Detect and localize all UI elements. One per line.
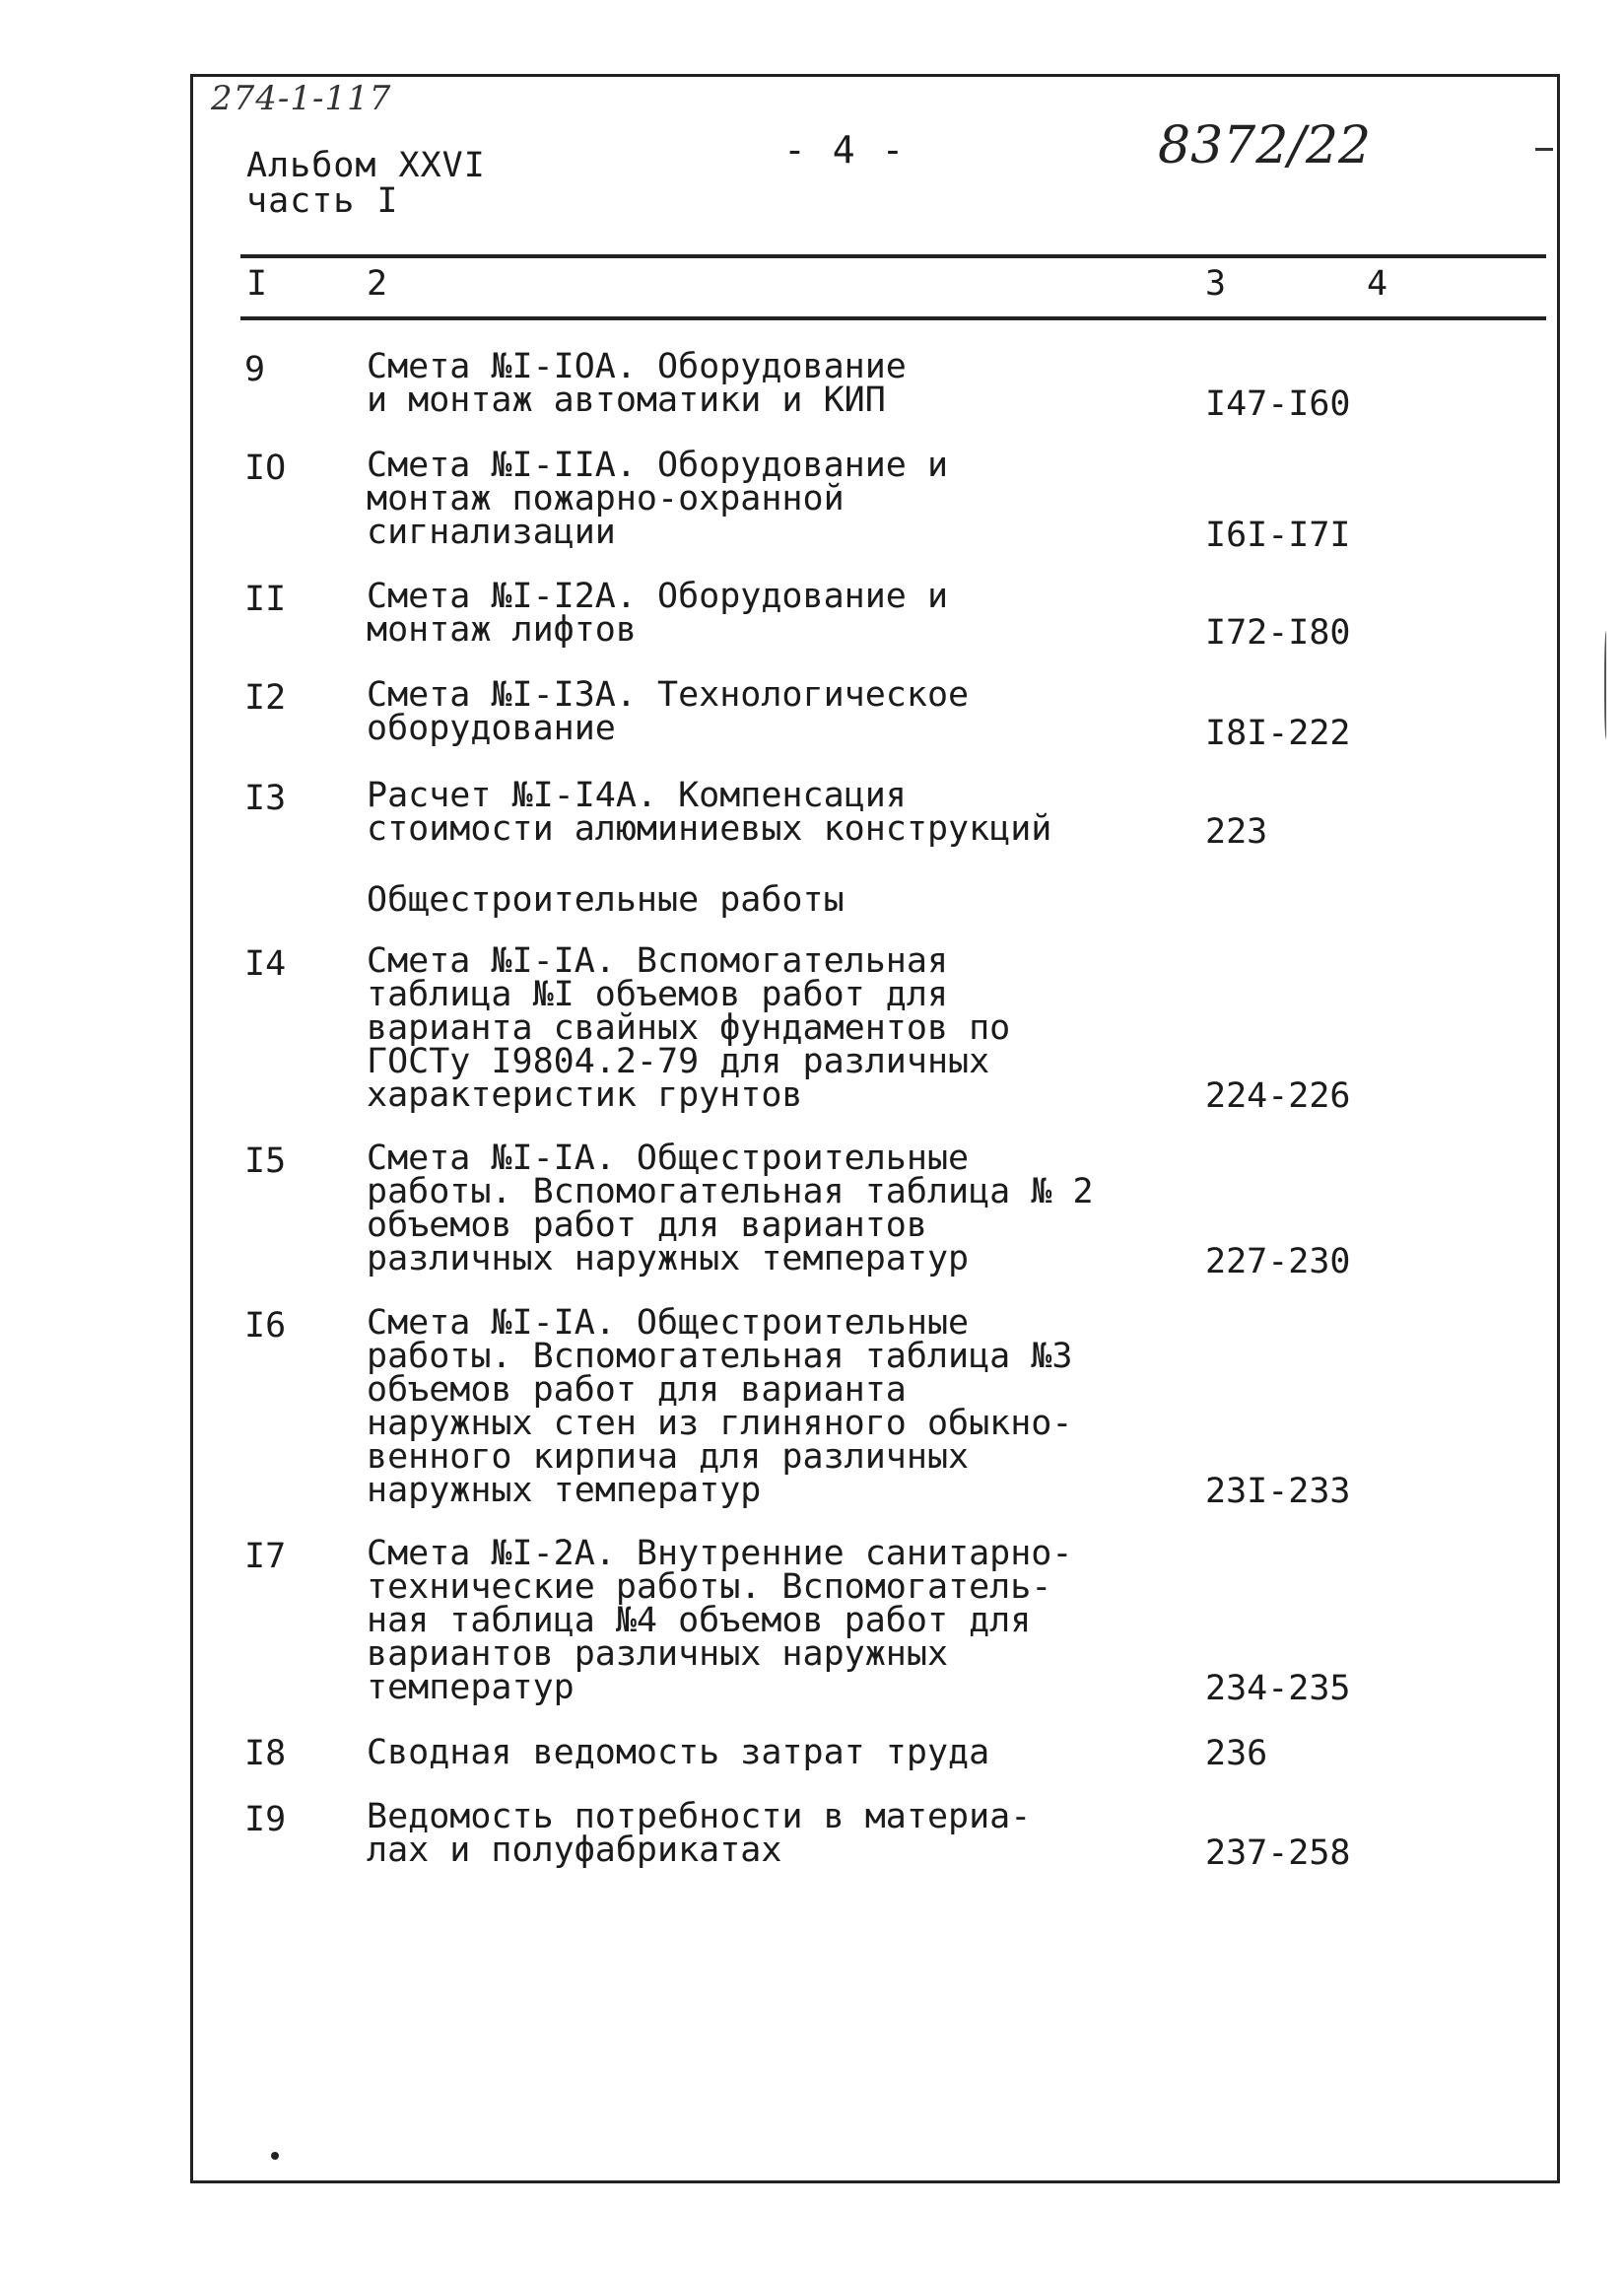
row-pages: 23I-233: [1205, 1472, 1351, 1511]
scan-dot: [271, 2152, 279, 2160]
row-description: Смета №I-2A. Внутренние санитарно- технические работы. Вспомогатель- ная таблица №4 объемов работ для вариантов различных наружных температур: [367, 1534, 1073, 1707]
row-description: Смета №I-I3A. Технологическое оборудование: [367, 675, 970, 748]
row-description: Смета №I-IA. Общестроительные работы. Вспомогательная таблица №3 объемов работ для варианта наружных стен из глиняного обыкно- венного кирпича для различных наружных температур: [367, 1303, 1073, 1510]
row-description: Смета №I-I2A. Оборудование и монтаж лифтов: [367, 577, 949, 650]
row-number: I8: [244, 1734, 287, 1773]
row-description: Смета №I-IA. Общестроительные работы. Вспомогательная таблица № 2 объемов работ для вариантов различных наружных температур: [367, 1139, 1094, 1278]
handwritten-code: 274-1-117: [211, 79, 392, 118]
row-number: I2: [244, 678, 287, 718]
header-bottom-rule: [240, 316, 1546, 320]
margin-dash: [1535, 148, 1553, 151]
row-description: Расчет №I-I4A. Компенсация стоимости алюминиевых конструкций: [367, 776, 1052, 849]
row-pages: I47-I60: [1205, 384, 1351, 424]
header-top-rule: [240, 254, 1546, 258]
col-header-4: 4: [1367, 264, 1388, 304]
row-pages: 224-226: [1205, 1076, 1351, 1116]
row-pages: I72-I80: [1205, 613, 1351, 653]
row-number: I3: [244, 779, 287, 818]
row-pages: 236: [1205, 1734, 1268, 1773]
row-number: I9: [244, 1800, 287, 1839]
scan-mark: [1604, 631, 1609, 739]
section-title: Общестроительные работы: [367, 880, 845, 920]
row-number: II: [244, 580, 287, 619]
page-number: - 4 -: [783, 128, 907, 172]
col-header-1: I: [246, 264, 268, 304]
registry-number: 8372/22: [1158, 116, 1372, 175]
album-info: [246, 148, 486, 219]
row-number: I7: [244, 1537, 287, 1576]
row-pages: 234-235: [1205, 1669, 1351, 1708]
row-pages: I6I-I7I: [1205, 516, 1351, 555]
row-pages: 237-258: [1205, 1833, 1351, 1873]
col-header-3: 3: [1205, 264, 1227, 304]
album-title: Альбом XXVI: [246, 146, 486, 185]
row-description: Смета №I-IOA. Оборудование и монтаж автоматики и КИП: [367, 347, 907, 420]
row-number: I6: [244, 1306, 287, 1346]
row-number: IO: [244, 449, 287, 488]
row-description: Смета №I-IIA. Оборудование и монтаж пожарно-охранной сигнализации: [367, 446, 949, 552]
row-number: I4: [244, 944, 287, 984]
row-description: Смета №I-IA. Вспомогательная таблица №I объемов работ для варианта свайных фундаментов по ГОСТу I9804.2-79 для различных характеристик грунтов: [367, 941, 1011, 1115]
row-number: I5: [244, 1141, 287, 1181]
row-pages: I8I-222: [1205, 714, 1351, 753]
row-description: Ведомость потребности в материа- лах и полуфабрикатах: [367, 1797, 1032, 1870]
row-number: 9: [244, 350, 266, 389]
album-part: часть I: [246, 181, 399, 221]
col-header-2: 2: [367, 264, 388, 304]
row-pages: 223: [1205, 812, 1268, 852]
row-description: Сводная ведомость затрат труда: [367, 1733, 990, 1772]
row-pages: 227-230: [1205, 1242, 1351, 1281]
